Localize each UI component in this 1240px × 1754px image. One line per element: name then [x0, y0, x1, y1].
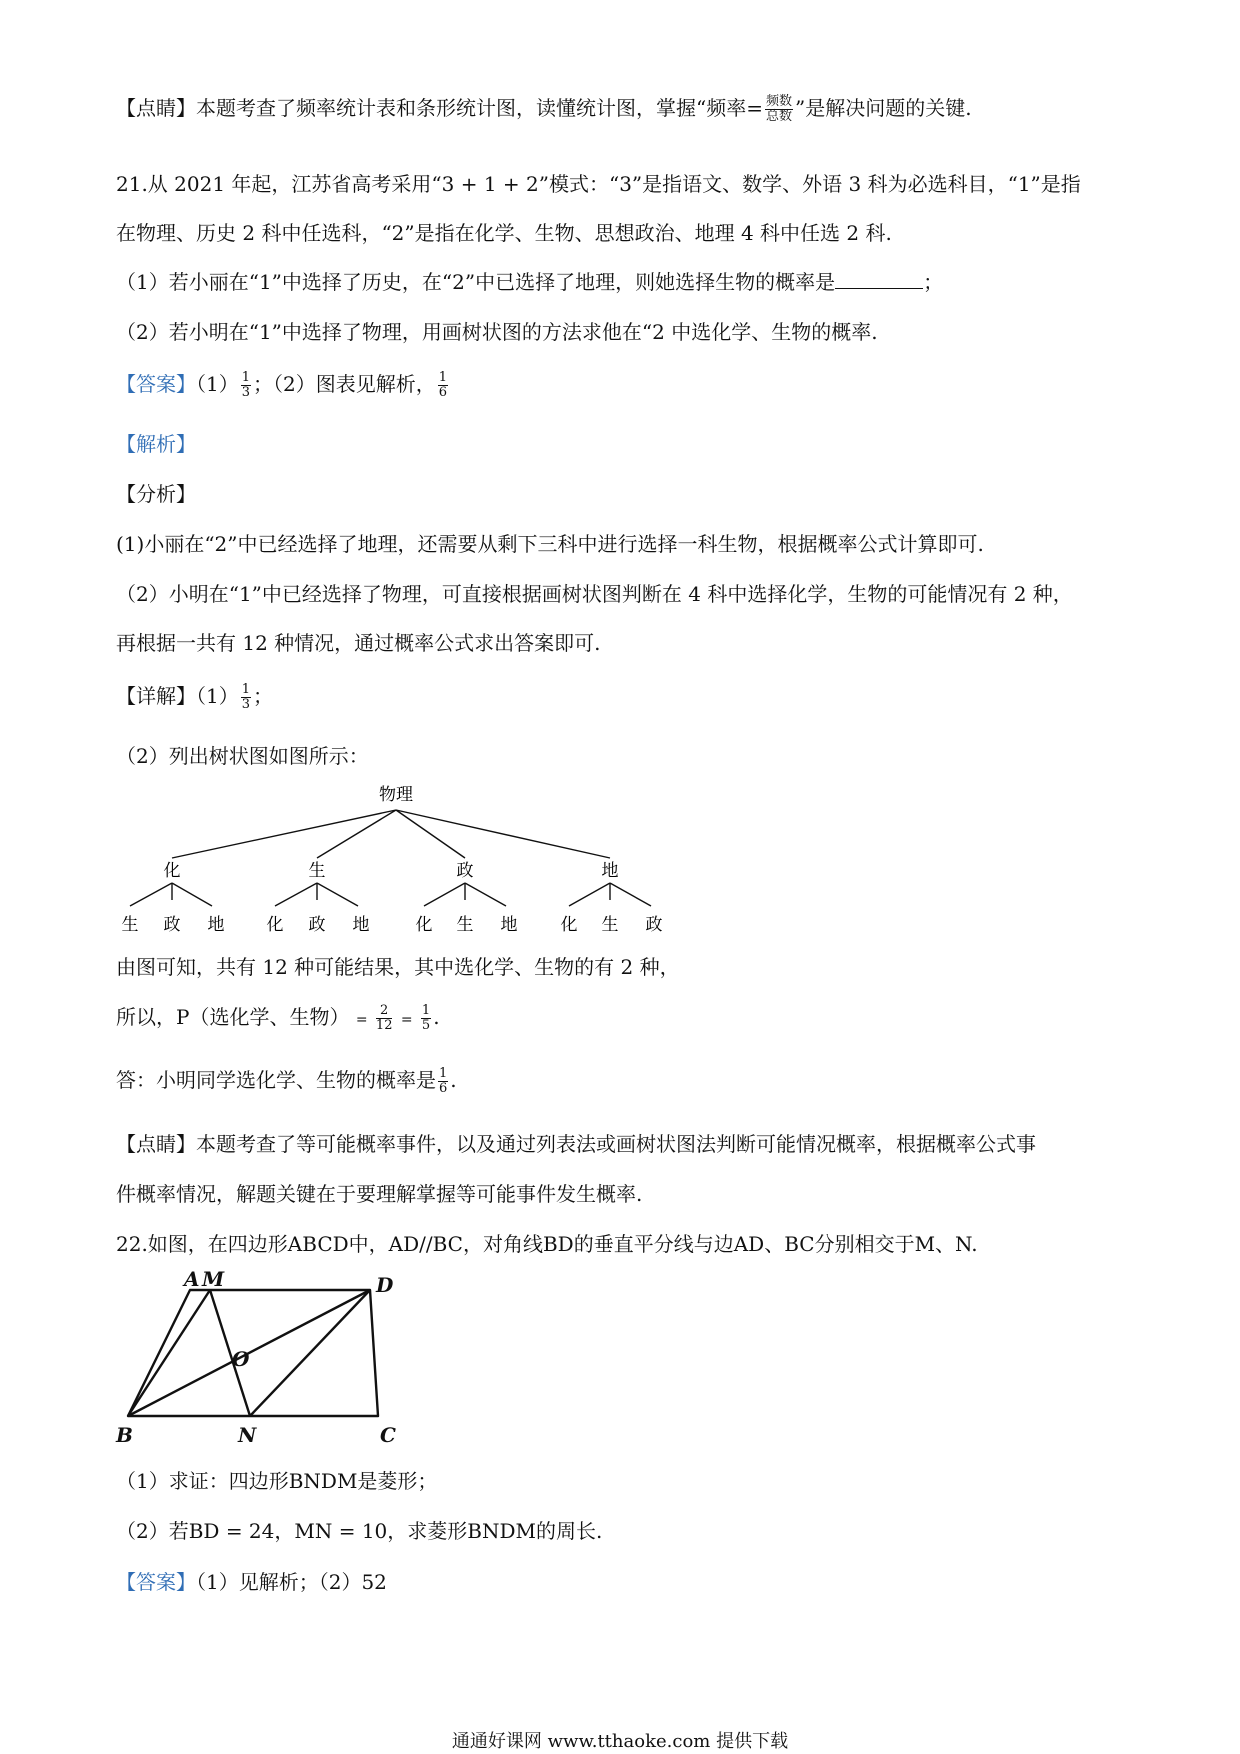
fraction-numerator: 1	[421, 1003, 431, 1018]
result-text: 由图可知，共有 12 种可能结果，其中选化学、生物的有 2 种，	[116, 955, 680, 979]
dianjing-1	[116, 94, 972, 124]
tree-leaf: 地	[500, 915, 518, 935]
fraction-numerator: 1	[439, 1066, 448, 1081]
xiangjie-tag: 【详解】	[116, 684, 196, 708]
suoyi-text: 所以，P（选化学、生物）	[116, 1005, 350, 1029]
fraction-denominator: 总数	[765, 109, 792, 124]
dianjing-tag: 【点睛】	[116, 96, 196, 120]
answer-fraction-1	[241, 371, 251, 400]
q21-part1	[116, 268, 943, 296]
jiexi-tag: 【解析】	[116, 432, 196, 456]
figure-lines	[128, 1290, 378, 1416]
suoyi-end: .	[433, 1005, 440, 1029]
dianjing-text-b: ”是解决问题的关键.	[795, 96, 972, 120]
label-d: D	[376, 1273, 394, 1297]
q21-part2: （2）若小明在“1”中选择了物理，用画树状图的方法求他在“2 中选化学、生物的概率.	[116, 320, 878, 344]
tree-leaf: 地	[207, 915, 225, 935]
tree-leaf: 政	[163, 915, 181, 935]
fraction-denominator: 6	[438, 385, 448, 400]
q21-part1-end: ；	[923, 270, 944, 294]
answer-fraction-2	[438, 371, 448, 400]
xiangjie-1	[116, 682, 273, 712]
fraction-denominator: 6	[439, 1081, 448, 1096]
tree-leaf: 地	[352, 915, 370, 935]
equals-sign: =	[355, 1012, 368, 1028]
dianjing-2-line1	[116, 1130, 1036, 1158]
fraction-denominator: 3	[241, 385, 251, 400]
fraction-numerator: 频数	[765, 94, 792, 109]
tree-leaf: 化	[415, 915, 433, 935]
edge	[317, 810, 396, 858]
answer-text-b: ；（2）图表见解析，	[253, 372, 436, 396]
da-fraction	[438, 1067, 448, 1096]
q22-part2: （2）若BD = 24，MN = 10，求菱形BNDM的周长.	[116, 1519, 603, 1543]
fenxi-1: (1)小丽在“2”中已经选择了地理，还需要从剩下三科中进行选择一科生物，根据概率公式计算即可.	[116, 532, 984, 556]
answer-text-a: （1）	[196, 372, 239, 396]
fenxi-2b: 再根据一共有 12 种情况，通过概率公式求出答案即可.	[116, 631, 601, 655]
dianjing-tag: 【点睛】	[116, 1132, 196, 1156]
answer-blank	[835, 270, 923, 289]
tree-leaf: 化	[266, 915, 284, 935]
segment-nd	[250, 1290, 370, 1416]
tree-branch-label: 地	[601, 861, 619, 881]
fraction-denominator: 3	[241, 697, 251, 712]
answer-tag: 【答案】	[116, 1570, 196, 1594]
tree-leaf: 政	[308, 915, 326, 935]
tree-root: 物理	[379, 785, 413, 805]
q21-part1-text: （1）若小丽在“1”中选择了历史，在“2”中已选择了地理，则她选择生物的概率是	[116, 270, 836, 294]
fenxi-2a: （2）小明在“1”中已经选择了物理，可直接根据画树状图判断在 4 科中选择化学，生物的可能情况有 2 种，	[116, 582, 1073, 606]
tree-root-edges	[172, 810, 610, 858]
fraction-numerator: 1	[241, 370, 251, 385]
edge	[172, 810, 396, 858]
fraction-denominator: 12	[375, 1018, 393, 1033]
xiangjie-1-text: （1）	[196, 684, 239, 708]
xiangjie-fraction	[241, 683, 251, 712]
dianjing-2-line2: 件概率情况，解题关键在于要理解掌握等可能事件发生概率.	[116, 1182, 643, 1206]
dianjing-text-a: 本题考查了频率统计表和条形统计图，读懂统计图，掌握“频率=	[196, 96, 763, 120]
suoyi-fraction-2	[421, 1004, 431, 1033]
tree-leaf: 生	[121, 915, 139, 935]
tree-leaf: 化	[560, 915, 578, 935]
tree-branch-edges	[569, 883, 651, 906]
fraction-denominator: 5	[421, 1018, 431, 1033]
q21-answer	[116, 370, 450, 400]
tree-branch-label: 生	[308, 861, 326, 881]
tree-branch-edges	[424, 883, 506, 906]
quadrilateral-figure	[110, 1270, 410, 1445]
tree-branch-edges	[275, 883, 358, 906]
da-line	[116, 1066, 457, 1096]
tree-branch-label: 政	[456, 861, 474, 881]
fenxi-tag: 【分析】	[116, 482, 196, 506]
tree-diagram	[110, 780, 690, 940]
label-c: C	[380, 1423, 396, 1445]
fraction-numerator: 1	[241, 682, 251, 697]
answer-tag: 【答案】	[116, 372, 196, 396]
da-end: .	[450, 1068, 457, 1092]
q21-stem-line1: 21.从 2021 年起，江苏省高考采用“3 + 1 + 2”模式：“3”是指语文、数学、外语 3 科为必选科目，“1”是指	[116, 172, 1081, 196]
equals-sign: =	[400, 1012, 413, 1028]
q22-answer	[116, 1568, 387, 1596]
tree-branch-edges	[130, 883, 212, 906]
label-m: M	[202, 1270, 225, 1291]
suoyi-line	[116, 1003, 440, 1034]
label-a: A	[184, 1270, 200, 1291]
fraction-numerator: 1	[438, 370, 448, 385]
q22-part1: （1）求证：四边形BNDM是菱形；	[116, 1469, 438, 1493]
page-footer[interactable]: 通通好课网 www.tthaoke.com 提供下载	[451, 1731, 789, 1752]
label-n: N	[238, 1423, 257, 1445]
da-text: 答：小明同学选化学、生物的概率是	[116, 1068, 436, 1092]
label-b: B	[116, 1423, 133, 1445]
q21-stem-line2: 在物理、历史 2 科中任选科，“2”是指在化学、生物、思想政治、地理 4 科中任选 2 科.	[116, 221, 892, 245]
xiangjie-2: （2）列出树状图如图所示：	[116, 744, 369, 768]
q22-stem: 22.如图，在四边形ABCD中，AD//BC，对角线BD的垂直平分线与边AD、BC分别相交于M、N.	[116, 1232, 978, 1256]
xiangjie-1-end: ；	[253, 684, 274, 708]
fraction-numerator: 2	[376, 1004, 393, 1019]
suoyi-fraction-1	[376, 1004, 393, 1033]
segment-bm	[128, 1290, 210, 1416]
tree-branch-label: 化	[163, 861, 181, 881]
label-o: O	[232, 1347, 250, 1371]
edge	[396, 810, 610, 858]
frequency-fraction	[765, 95, 793, 124]
tree-leaf: 政	[645, 915, 663, 935]
tree-leaf: 生	[601, 915, 619, 935]
answer-text: （1）见解析；（2）52	[196, 1570, 387, 1594]
dianjing-text: 本题考查了等可能概率事件，以及通过列表法或画树状图法判断可能情况概率，根据概率公式事	[196, 1132, 1036, 1156]
tree-leaf: 生	[456, 915, 474, 935]
